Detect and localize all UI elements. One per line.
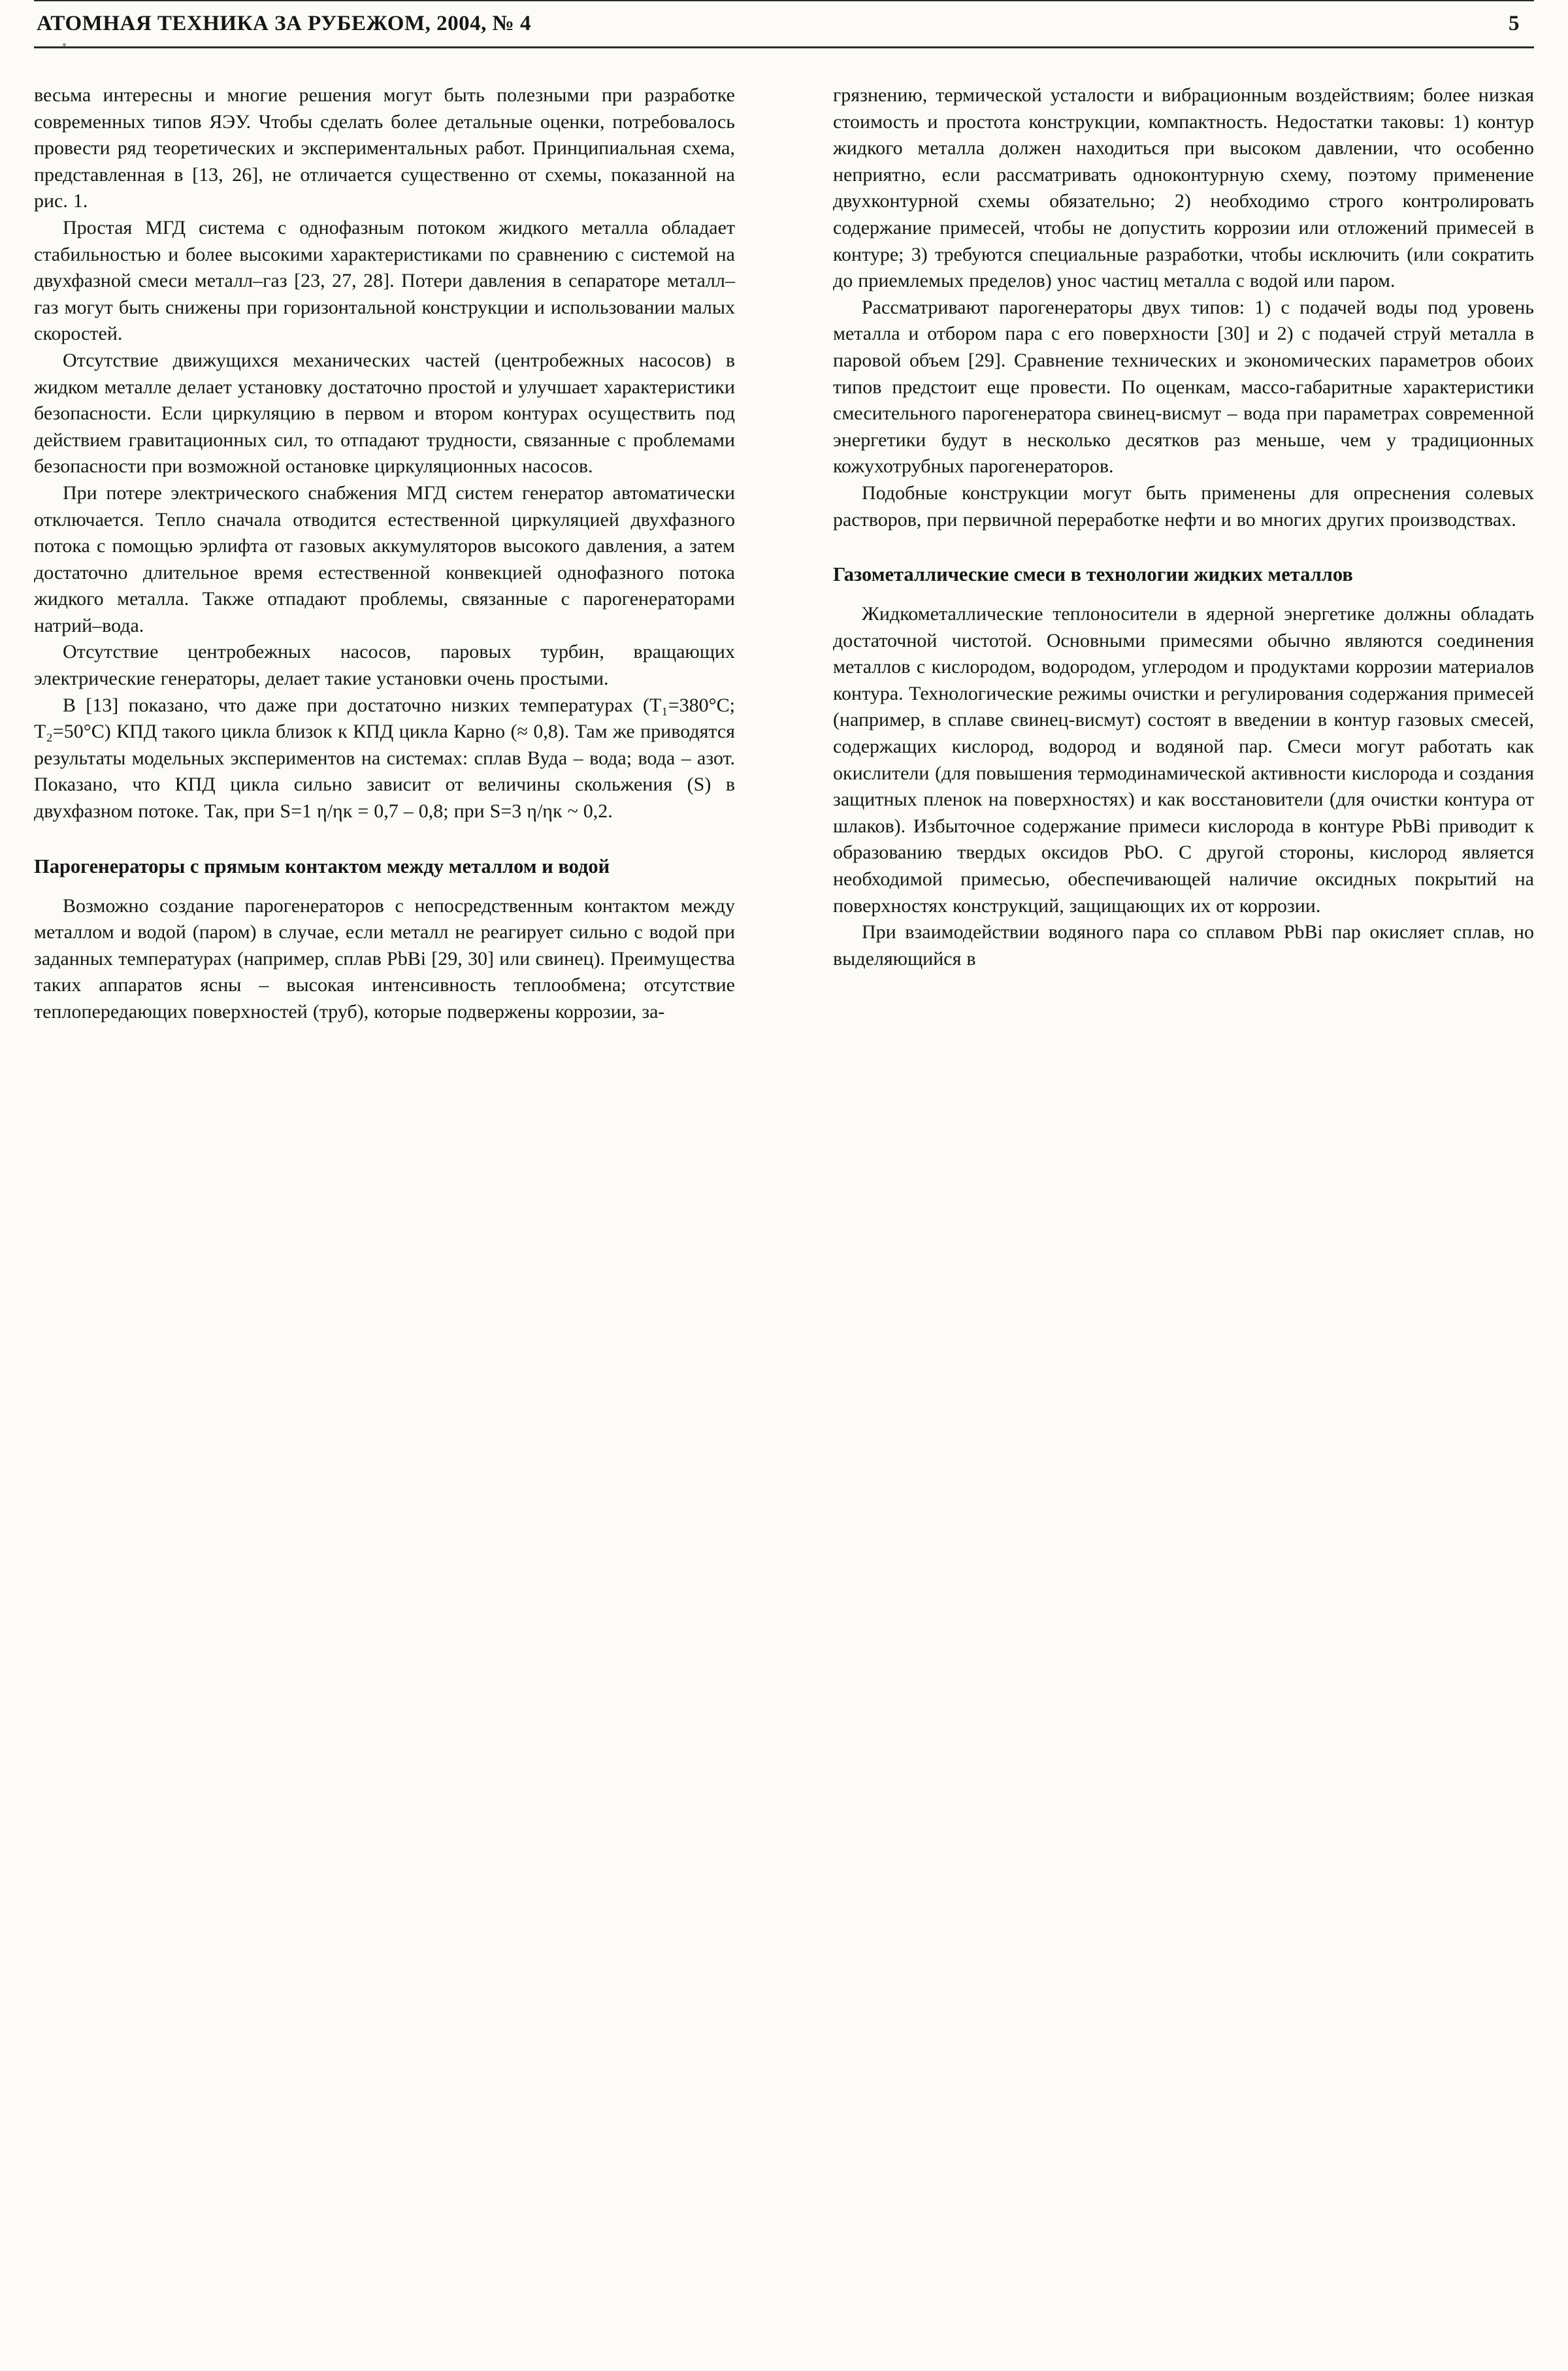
page-number: 5 xyxy=(1509,12,1520,35)
paragraph: Простая МГД система с однофазным потоком жидкого металла обладает стабильностью и более высокими характеристиками по сравнению с системой на двухфазной смеси металл–газ [23, 27, 28]. Потери давления в сепараторе металл–газ могут быть снижены при горизонтальной конструкции и использовании малых скоростей. xyxy=(34,216,735,345)
paragraph: При взаимодействии водяного пара со сплавом PbBi пар окисляет сплав, но выделяющийся в xyxy=(833,921,1534,970)
paragraph: весьма интересны и многие решения могут быть полезными при разработке современных типов ЯЭУ. Чтобы сделать более детальные оценки, потребовалось провести ряд теоретических и экспериментальных работ. Принципиальная схема, представленная в [13, 26], не отличается существенно от схемы, показанной на рис. 1. xyxy=(34,84,735,212)
paragraph: При потере электрического снабжения МГД систем генератор автоматически отключается. Тепло сначала отводится естественной циркуляцией двухфазного потока с помощью эрлифта от газовых аккумуляторов высокого давления, а затем достаточно длительное время естественной конвекцией однофазного потока жидкого металла. Также отпадают проблемы, связанные с парогенераторами натрий–вода. xyxy=(34,482,735,636)
scan-artifact-speck xyxy=(63,43,66,46)
paragraph: Отсутствие движущихся механических частей (центробежных насосов) в жидком металле делает установку достаточно простой и улучшает характеристики безопасности. Если циркуляцию в первом и втором контурах осуществить под действием гравитационных сил, то отпадают трудности, связанные с проблемами безопасности при возможной остановке циркуляционных насосов. xyxy=(34,349,735,478)
paragraph: грязнению, термической усталости и вибрационным воздействиям; более низкая стоимость и простота конструкции, компактность. Недостатки таковы: 1) контур жидкого металла должен находиться при высоком давлении, что особенно неприятно, если рассматривать одноконтурную схему, поэтому применение двухконтурной схемы обязательно; 2) необходимо строго контролировать содержание примесей, чтобы не допустить коррозии или отложений примесей в контуре; 3) требуются специальные разработки, чтобы исключить (или сократить до приемлемых пределов) унос частиц металла с водой или паром. xyxy=(833,84,1534,292)
left-column xyxy=(34,82,735,1026)
two-column-body xyxy=(34,82,1534,1026)
section-heading: Парогенераторы с прямым контактом между металлом и водой xyxy=(34,855,610,877)
section-heading: Газометаллические смеси в технологии жидких металлов xyxy=(833,563,1353,586)
paragraph: Отсутствие центробежных насосов, паровых турбин, вращающих электрические генераторы, делает такие установки очень простыми. xyxy=(34,641,735,690)
paragraph: Подобные конструкции могут быть применены для опреснения солевых растворов, при первичной переработке нефти и во многих других производствах. xyxy=(833,482,1534,531)
journal-title: АТОМНАЯ ТЕХНИКА ЗА РУБЕЖОМ, 2004, № 4 xyxy=(37,12,532,35)
running-head xyxy=(34,0,1534,48)
paragraph: Возможно создание парогенераторов с непосредственным контактом между металлом и водой (паром) в случае, если металл не реагирует сильно с водой при заданных температурах (например, сплав PbBi [29, 30] или свинец). Преимущества таких аппаратов ясны – высокая интенсивность теплообмена; отсутствие теплопередающих поверхностей (труб), которые подвержены коррозии, за- xyxy=(34,894,735,1022)
paragraph: Жидкометаллические теплоносители в ядерной энергетике должны обладать достаточной чистотой. Основными примесями обычно являются соединения металлов с кислородом, водородом, углеродом и продуктами коррозии материалов контура. Технологические режимы очистки и регулирования содержания примесей (например, в сплаве свинец-висмут) состоят в введении в контур газовых смесей, содержащих кислород, водород и водяной пар. Смеси могут работать как окислители (для повышения термодинамической активности кислорода и создания защитных пленок на поверхностях) и как восстановители (для очистки контура от шлаков). Избыточное содержание примеси кислорода в контуре PbBi приводит к образованию твердых оксидов PbO. С другой стороны, кислород является необходимой примесью, обеспечивающей наличие оксидных покрытий на поверхностях конструкций, защищающих их от коррозии. xyxy=(833,603,1534,917)
right-column xyxy=(833,82,1534,1026)
paragraph: В [13] показано, что даже при достаточно низких температурах (Т₁=380°С; Т₂=50°С) КПД такого цикла близок к КПД цикла Карно (≈ 0,8). Там же приводятся результаты модельных экспериментов на системах: сплав Вуда – вода; вода – азот. Показано, что КПД цикла сильно зависит от величины скольжения (S) в двухфазном потоке. Так, при S=1 η/ηк = 0,7 – 0,8; при S=3 η/ηк ~ 0,2. xyxy=(34,694,735,823)
paragraph: Рассматривают парогенераторы двух типов: 1) с подачей воды под уровень металла и отбором пара с его поверхности [30] и 2) с подачей струй металла в паровой объем [29]. Сравнение технических и экономических параметров обоих типов предстоит еще провести. По оценкам, массо-габаритные характеристики смесительного парогенератора свинец-висмут – вода при параметрах современной энергетики будут в несколько десятков раз меньше, чем у традиционных кожухотрубных парогенераторов. xyxy=(833,296,1534,478)
